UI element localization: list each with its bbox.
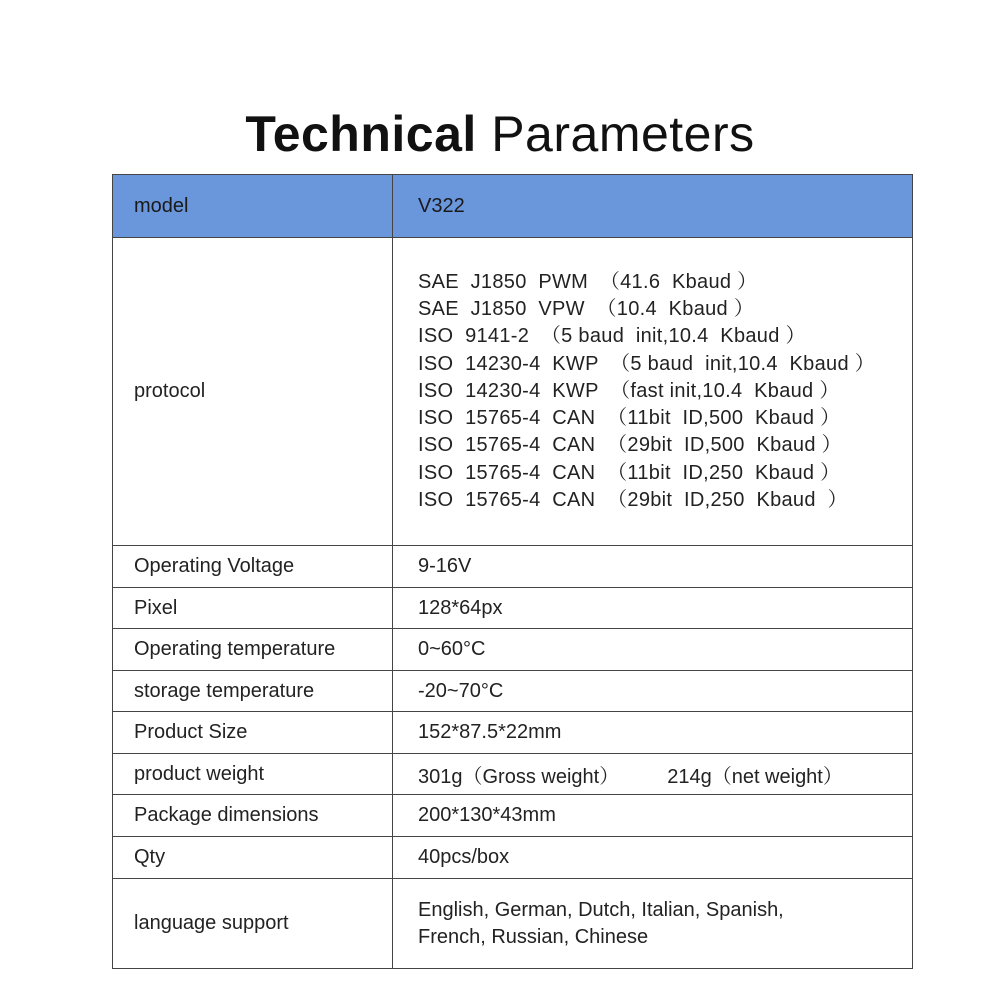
protocol-item: ISO 15765-4 CAN （29bit ID,500 Kbaud ） [418, 434, 842, 457]
protocol-item: ISO 15765-4 CAN （11bit ID,500 Kbaud ） [418, 407, 841, 430]
language-line-1: English, German, Dutch, Italian, Spanish, [418, 898, 784, 921]
table-row-qty [113, 837, 913, 879]
technical-parameters-table [112, 174, 913, 969]
row-label: product weight [113, 754, 393, 795]
row-value [393, 754, 913, 795]
protocol-item: ISO 15765-4 CAN （11bit ID,250 Kbaud ） [418, 461, 841, 484]
protocol-item: ISO 14230-4 KWP （fast init,10.4 Kbaud ） [418, 379, 840, 402]
row-label: Operating temperature [113, 629, 393, 671]
table-row-pixel [113, 588, 913, 629]
table-row-product-size [113, 712, 913, 754]
language-line-2: French, Russian, Chinese [418, 925, 649, 948]
row-label: Pixel [113, 588, 393, 629]
table-row-storage-temperature [113, 671, 913, 712]
row-label: language support [113, 879, 393, 969]
protocol-list-cell [393, 238, 913, 546]
protocol-item: ISO 9141-2 （5 baud init,10.4 Kbaud ） [418, 325, 806, 348]
table-row-product-weight [113, 754, 913, 795]
table-row-protocol [113, 238, 913, 546]
row-value: 0~60°C [393, 629, 913, 671]
row-label: model [113, 175, 393, 238]
row-value: V322 [393, 175, 913, 238]
protocol-item: SAE J1850 VPW （10.4 Kbaud ） [418, 297, 755, 320]
title-light: Parameters [491, 105, 755, 162]
row-value: 152*87.5*22mm [393, 712, 913, 754]
row-label: Product Size [113, 712, 393, 754]
net-weight: 214g（net weight） [667, 765, 843, 788]
protocol-list [418, 269, 912, 515]
row-value: 200*130*43mm [393, 795, 913, 837]
protocol-item: SAE J1850 PWM （41.6 Kbaud ） [418, 270, 758, 293]
protocol-item: ISO 14230-4 KWP （5 baud init,10.4 Kbaud ） [418, 352, 876, 375]
row-value [393, 879, 913, 969]
row-value: -20~70°C [393, 671, 913, 712]
table-row-model [113, 175, 913, 238]
row-label: storage temperature [113, 671, 393, 712]
protocol-item: ISO 15765-4 CAN （29bit ID,250 Kbaud ） [418, 489, 848, 512]
gross-weight: 301g（Gross weight） [418, 765, 620, 788]
row-label: Operating Voltage [113, 546, 393, 588]
row-label: Package dimensions [113, 795, 393, 837]
table-row-language-support [113, 879, 913, 969]
table-row-package-dimensions [113, 795, 913, 837]
table-row-operating-temperature [113, 629, 913, 671]
row-value: 128*64px [393, 588, 913, 629]
row-value: 40pcs/box [393, 837, 913, 879]
table-row-voltage [113, 546, 913, 588]
row-value: 9-16V [393, 546, 913, 588]
row-label: Qty [113, 837, 393, 879]
row-label: protocol [113, 238, 393, 546]
page-title [0, 102, 1000, 166]
title-bold: Technical [245, 105, 477, 162]
